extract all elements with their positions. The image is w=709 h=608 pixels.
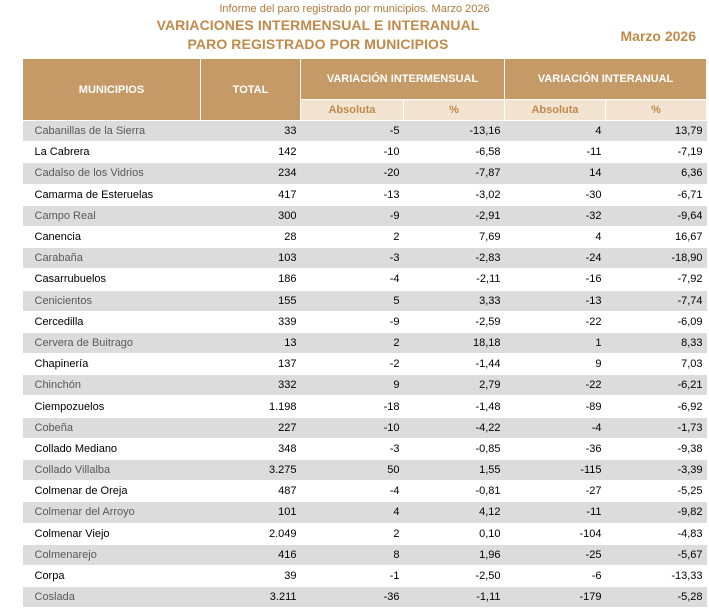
cell-intermensual-absoluta: -4 <box>301 269 404 290</box>
cell-intermensual-pct: -0,81 <box>404 481 505 502</box>
cell-total: 103 <box>201 248 301 269</box>
cell-interanual-absoluta: -11 <box>505 142 606 163</box>
cell-intermensual-absoluta: 2 <box>301 523 404 544</box>
table-row <box>23 142 707 163</box>
cell-total: 348 <box>201 438 301 459</box>
cell-intermensual-pct: -0,85 <box>404 438 505 459</box>
cell-interanual-absoluta: -4 <box>505 417 606 438</box>
cell-interanual-absoluta: -36 <box>505 438 606 459</box>
table-row <box>23 523 707 544</box>
subheader-intermensual-pct: % <box>404 100 505 121</box>
cell-intermensual-pct: -13,16 <box>404 121 505 142</box>
table-row <box>23 375 707 396</box>
cell-intermensual-absoluta: -5 <box>301 121 404 142</box>
cell-total: 101 <box>201 502 301 523</box>
cell-municipio: Colmenarejo <box>23 544 201 565</box>
cell-interanual-absoluta: -30 <box>505 184 606 205</box>
table-row <box>23 587 707 608</box>
cell-total: 1.198 <box>201 396 301 417</box>
cell-total: 2.049 <box>201 523 301 544</box>
cell-intermensual-absoluta: 2 <box>301 332 404 353</box>
cell-municipio: Cabanillas de la Sierra <box>23 121 201 142</box>
cell-municipio: Colmenar del Arroyo <box>23 502 201 523</box>
cell-municipio: Collado Villalba <box>23 460 201 481</box>
cell-interanual-pct: 8,33 <box>606 332 707 353</box>
cell-interanual-pct: -6,21 <box>606 375 707 396</box>
cell-intermensual-absoluta: -13 <box>301 184 404 205</box>
subheader-intermensual-absoluta: Absoluta <box>301 100 404 121</box>
cell-intermensual-pct: -2,11 <box>404 269 505 290</box>
cell-intermensual-absoluta: -20 <box>301 163 404 184</box>
cell-total: 3.211 <box>201 587 301 608</box>
table-row <box>23 163 707 184</box>
cell-intermensual-pct: -1,44 <box>404 354 505 375</box>
cell-interanual-pct: -9,38 <box>606 438 707 459</box>
cell-interanual-absoluta: 14 <box>505 163 606 184</box>
cell-interanual-absoluta: -6 <box>505 565 606 586</box>
cell-interanual-pct: -6,92 <box>606 396 707 417</box>
cell-municipio: Casarrubuelos <box>23 269 201 290</box>
cell-municipio: Canencia <box>23 226 201 247</box>
table-row <box>23 121 707 142</box>
cell-municipio: Coslada <box>23 587 201 608</box>
cell-interanual-absoluta: 1 <box>505 332 606 353</box>
cell-municipio: Cercedilla <box>23 311 201 332</box>
cell-interanual-pct: -6,71 <box>606 184 707 205</box>
table-row <box>23 438 707 459</box>
cell-municipio: La Cabrera <box>23 142 201 163</box>
cell-total: 28 <box>201 226 301 247</box>
cell-intermensual-absoluta: -3 <box>301 248 404 269</box>
municipios-table <box>22 58 707 608</box>
cell-interanual-absoluta: -25 <box>505 544 606 565</box>
cell-municipio: Chinchón <box>23 375 201 396</box>
cell-total: 227 <box>201 417 301 438</box>
cell-municipio: Collado Mediano <box>23 438 201 459</box>
table-row <box>23 248 707 269</box>
table-row <box>23 290 707 311</box>
cell-intermensual-pct: -7,87 <box>404 163 505 184</box>
cell-total: 39 <box>201 565 301 586</box>
table-row <box>23 354 707 375</box>
cell-intermensual-absoluta: -4 <box>301 481 404 502</box>
subheader-interanual-pct: % <box>606 100 707 121</box>
cell-intermensual-absoluta: -9 <box>301 311 404 332</box>
cell-interanual-absoluta: -179 <box>505 587 606 608</box>
cell-interanual-absoluta: -115 <box>505 460 606 481</box>
cell-interanual-absoluta: -11 <box>505 502 606 523</box>
cell-municipio: Camarma de Esteruelas <box>23 184 201 205</box>
cell-municipio: Cenicientos <box>23 290 201 311</box>
table-row <box>23 226 707 247</box>
cell-total: 13 <box>201 332 301 353</box>
cell-intermensual-pct: -4,22 <box>404 417 505 438</box>
cell-total: 339 <box>201 311 301 332</box>
cell-interanual-pct: -9,64 <box>606 205 707 226</box>
cell-municipio: Corpa <box>23 565 201 586</box>
cell-interanual-pct: -5,67 <box>606 544 707 565</box>
cell-intermensual-absoluta: 5 <box>301 290 404 311</box>
cell-intermensual-absoluta: -3 <box>301 438 404 459</box>
cell-interanual-pct: -13,33 <box>606 565 707 586</box>
cell-total: 332 <box>201 375 301 396</box>
cell-intermensual-pct: 4,12 <box>404 502 505 523</box>
cell-interanual-pct: -5,25 <box>606 481 707 502</box>
cell-total: 33 <box>201 121 301 142</box>
cell-interanual-pct: -1,73 <box>606 417 707 438</box>
cell-municipio: Cobeña <box>23 417 201 438</box>
cell-interanual-absoluta: -22 <box>505 375 606 396</box>
cell-intermensual-pct: -1,11 <box>404 587 505 608</box>
table-body <box>23 121 707 608</box>
header-variacion-interanual: VARIACIÓN INTERANUAL <box>505 59 707 100</box>
cell-interanual-absoluta: -104 <box>505 523 606 544</box>
cell-interanual-pct: -7,19 <box>606 142 707 163</box>
cell-intermensual-absoluta: -36 <box>301 587 404 608</box>
table-row <box>23 565 707 586</box>
cell-municipio: Campo Real <box>23 205 201 226</box>
cell-interanual-absoluta: -24 <box>505 248 606 269</box>
cell-municipio: Ciempozuelos <box>23 396 201 417</box>
table-row <box>23 481 707 502</box>
cell-municipio: Chapinería <box>23 354 201 375</box>
cell-total: 487 <box>201 481 301 502</box>
cell-intermensual-absoluta: -10 <box>301 142 404 163</box>
cell-interanual-absoluta: -22 <box>505 311 606 332</box>
cell-intermensual-absoluta: -10 <box>301 417 404 438</box>
cell-intermensual-pct: 1,55 <box>404 460 505 481</box>
cell-municipio: Cadalso de los Vidrios <box>23 163 201 184</box>
table-row <box>23 502 707 523</box>
cell-intermensual-pct: -2,91 <box>404 205 505 226</box>
table-row <box>23 332 707 353</box>
report-period: Marzo 2026 <box>620 28 696 44</box>
cell-intermensual-pct: -2,50 <box>404 565 505 586</box>
header-total: TOTAL <box>201 59 301 121</box>
cell-total: 416 <box>201 544 301 565</box>
cell-intermensual-pct: -3,02 <box>404 184 505 205</box>
cell-interanual-pct: -7,92 <box>606 269 707 290</box>
table-row <box>23 396 707 417</box>
cell-intermensual-absoluta: 4 <box>301 502 404 523</box>
cell-total: 137 <box>201 354 301 375</box>
cell-interanual-pct: -5,28 <box>606 587 707 608</box>
cell-intermensual-absoluta: -18 <box>301 396 404 417</box>
cell-interanual-absoluta: 4 <box>505 121 606 142</box>
cell-interanual-absoluta: 4 <box>505 226 606 247</box>
cell-municipio: Carabaña <box>23 248 201 269</box>
cell-intermensual-pct: -1,48 <box>404 396 505 417</box>
cell-intermensual-absoluta: 50 <box>301 460 404 481</box>
cell-intermensual-absoluta: -1 <box>301 565 404 586</box>
cell-intermensual-pct: 1,96 <box>404 544 505 565</box>
cell-intermensual-pct: 7,69 <box>404 226 505 247</box>
table-row <box>23 311 707 332</box>
cell-total: 186 <box>201 269 301 290</box>
table-row <box>23 184 707 205</box>
cell-interanual-absoluta: -27 <box>505 481 606 502</box>
cell-interanual-absoluta: -89 <box>505 396 606 417</box>
cell-total: 155 <box>201 290 301 311</box>
cell-interanual-pct: 13,79 <box>606 121 707 142</box>
cell-intermensual-absoluta: 9 <box>301 375 404 396</box>
cell-interanual-pct: 7,03 <box>606 354 707 375</box>
cell-intermensual-pct: 0,10 <box>404 523 505 544</box>
header-municipios: MUNICIPIOS <box>23 59 201 121</box>
cell-intermensual-absoluta: 2 <box>301 226 404 247</box>
cell-interanual-absoluta: 9 <box>505 354 606 375</box>
cell-interanual-pct: 16,67 <box>606 226 707 247</box>
table-row <box>23 269 707 290</box>
cell-intermensual-pct: 18,18 <box>404 332 505 353</box>
cell-intermensual-pct: -2,59 <box>404 311 505 332</box>
cell-interanual-pct: -3,39 <box>606 460 707 481</box>
cell-intermensual-pct: 3,33 <box>404 290 505 311</box>
cell-intermensual-absoluta: -9 <box>301 205 404 226</box>
cell-intermensual-absoluta: 8 <box>301 544 404 565</box>
report-title: VARIACIONES INTERMENSUAL E INTERANUAL <box>156 17 480 33</box>
cell-interanual-pct: -4,83 <box>606 523 707 544</box>
subheader-interanual-absoluta: Absoluta <box>505 100 606 121</box>
cell-interanual-pct: -9,82 <box>606 502 707 523</box>
cell-municipio: Cervera de Buitrago <box>23 332 201 353</box>
table-row <box>23 544 707 565</box>
table-row <box>23 460 707 481</box>
cell-intermensual-absoluta: -2 <box>301 354 404 375</box>
cell-total: 142 <box>201 142 301 163</box>
cell-interanual-absoluta: -13 <box>505 290 606 311</box>
cell-total: 300 <box>201 205 301 226</box>
cell-municipio: Colmenar Viejo <box>23 523 201 544</box>
cell-intermensual-pct: -2,83 <box>404 248 505 269</box>
cell-interanual-pct: -6,09 <box>606 311 707 332</box>
table-row <box>23 205 707 226</box>
report-note: Informe del paro registrado por municipios. Marzo 2026 <box>219 3 490 15</box>
cell-municipio: Colmenar de Oreja <box>23 481 201 502</box>
report-subtitle: PARO REGISTRADO POR MUNICIPIOS <box>187 36 449 52</box>
cell-intermensual-pct: -6,58 <box>404 142 505 163</box>
cell-total: 417 <box>201 184 301 205</box>
cell-interanual-absoluta: -32 <box>505 205 606 226</box>
cell-interanual-pct: -7,74 <box>606 290 707 311</box>
cell-intermensual-pct: 2,79 <box>404 375 505 396</box>
cell-interanual-pct: 6,36 <box>606 163 707 184</box>
cell-interanual-absoluta: -16 <box>505 269 606 290</box>
cell-total: 234 <box>201 163 301 184</box>
cell-total: 3.275 <box>201 460 301 481</box>
header-variacion-intermensual: VARIACIÓN INTERMENSUAL <box>301 59 505 100</box>
cell-interanual-pct: -18,90 <box>606 248 707 269</box>
table-row <box>23 417 707 438</box>
